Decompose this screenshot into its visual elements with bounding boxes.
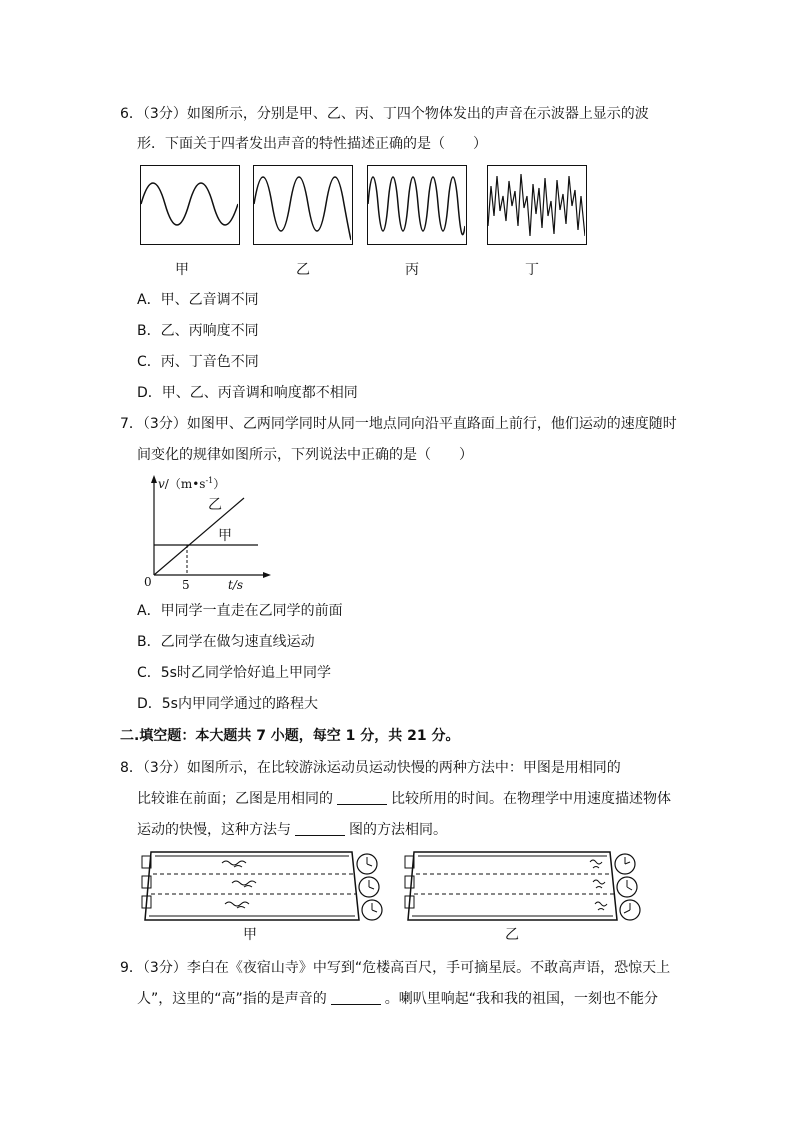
pool-diagram-yi xyxy=(400,850,650,925)
q8-blank-1[interactable] xyxy=(337,790,387,805)
velocity-time-graph xyxy=(140,472,280,597)
waveform-jia xyxy=(140,165,240,245)
q9-line2-b: 。喇叭里响起“我和我的祖国，一刻也不能分 xyxy=(384,991,659,1007)
q8-stem-line2 xyxy=(137,789,671,809)
q7-option-d: D．5s内甲同学通过的路程大 xyxy=(137,696,318,712)
q8-line3-a: 运动的快慢，这种方法与 xyxy=(137,822,291,838)
waveform-ding xyxy=(487,165,587,245)
pool-diagram-jia xyxy=(137,850,387,925)
graph-x-axis-label: t/s xyxy=(228,578,244,592)
q8-stem-line3 xyxy=(137,820,447,840)
q7-option-a: A．甲同学一直走在乙同学的前面 xyxy=(137,603,343,619)
graph-tick-5: 5 xyxy=(182,578,190,592)
q9-blank-1[interactable] xyxy=(331,990,381,1005)
q6-option-d: D．甲、乙、丙音调和响度都不相同 xyxy=(137,385,358,401)
q7-option-c: C．5s时乙同学恰好追上甲同学 xyxy=(137,665,331,681)
q6-stem-line2: 形．下面关于四者发出声音的特性描述正确的是（ ） xyxy=(137,136,487,152)
waveform-label-yi: 乙 xyxy=(296,262,310,278)
q8-blank-2[interactable] xyxy=(295,821,345,836)
waveform-yi xyxy=(253,165,353,245)
q9-stem-line1: 9．（3分）李白在《夜宿山寺》中写到“危楼高百尺，手可摘星辰。不敢高声语，恐惊天上 xyxy=(120,960,671,976)
q8-line2-a: 比较谁在前面；乙图是用相同的 xyxy=(137,791,333,807)
graph-y-axis-label: $v/(m•s^{-1})$ xyxy=(158,476,226,491)
graph-origin-label: 0 xyxy=(144,575,152,589)
waveform-label-ding: 丁 xyxy=(525,262,539,278)
section-heading: 二.填空题：本大题共 7 小题，每空 1 分，共 21 分。 xyxy=(120,728,460,744)
q8-stem-line1: 8．（3分）如图所示，在比较游泳运动员运动快慢的两种方法中：甲图是用相同的 xyxy=(120,760,621,776)
q9-stem-line2 xyxy=(137,989,658,1009)
q6-option-c: C．丙、丁音色不同 xyxy=(137,354,259,370)
q8-line2-b: 比较所用的时间。在物理学中用速度描述物体 xyxy=(391,791,671,807)
q6-option-b: B．乙、丙响度不同 xyxy=(137,323,259,339)
q8-line3-b: 图的方法相同。 xyxy=(349,822,447,838)
q6-stem-line1: 6．（3分）如图所示，分别是甲、乙、丙、丁四个物体发出的声音在示波器上显示的波 xyxy=(120,106,649,122)
q7-stem-line2: 间变化的规律如图所示，下列说法中正确的是（ ） xyxy=(137,447,473,463)
q6-option-a: A．甲、乙音调不同 xyxy=(137,292,259,308)
waveform-label-bing: 丙 xyxy=(405,262,419,278)
graph-line-jia-label: 甲 xyxy=(218,528,232,544)
waveform-label-jia: 甲 xyxy=(175,262,189,278)
q7-stem-line1: 7．（3分）如图甲、乙两同学同时从同一地点同向沿平直路面上前行，他们运动的速度随时 xyxy=(120,416,677,432)
q9-line2-a: 人”，这里的“高”指的是声音的 xyxy=(137,991,327,1007)
pool-label-yi: 乙 xyxy=(505,927,519,943)
waveform-bing xyxy=(367,165,467,245)
q7-option-b: B．乙同学在做匀速直线运动 xyxy=(137,634,315,650)
graph-line-yi-label: 乙 xyxy=(208,497,222,513)
pool-label-jia: 甲 xyxy=(243,927,257,943)
